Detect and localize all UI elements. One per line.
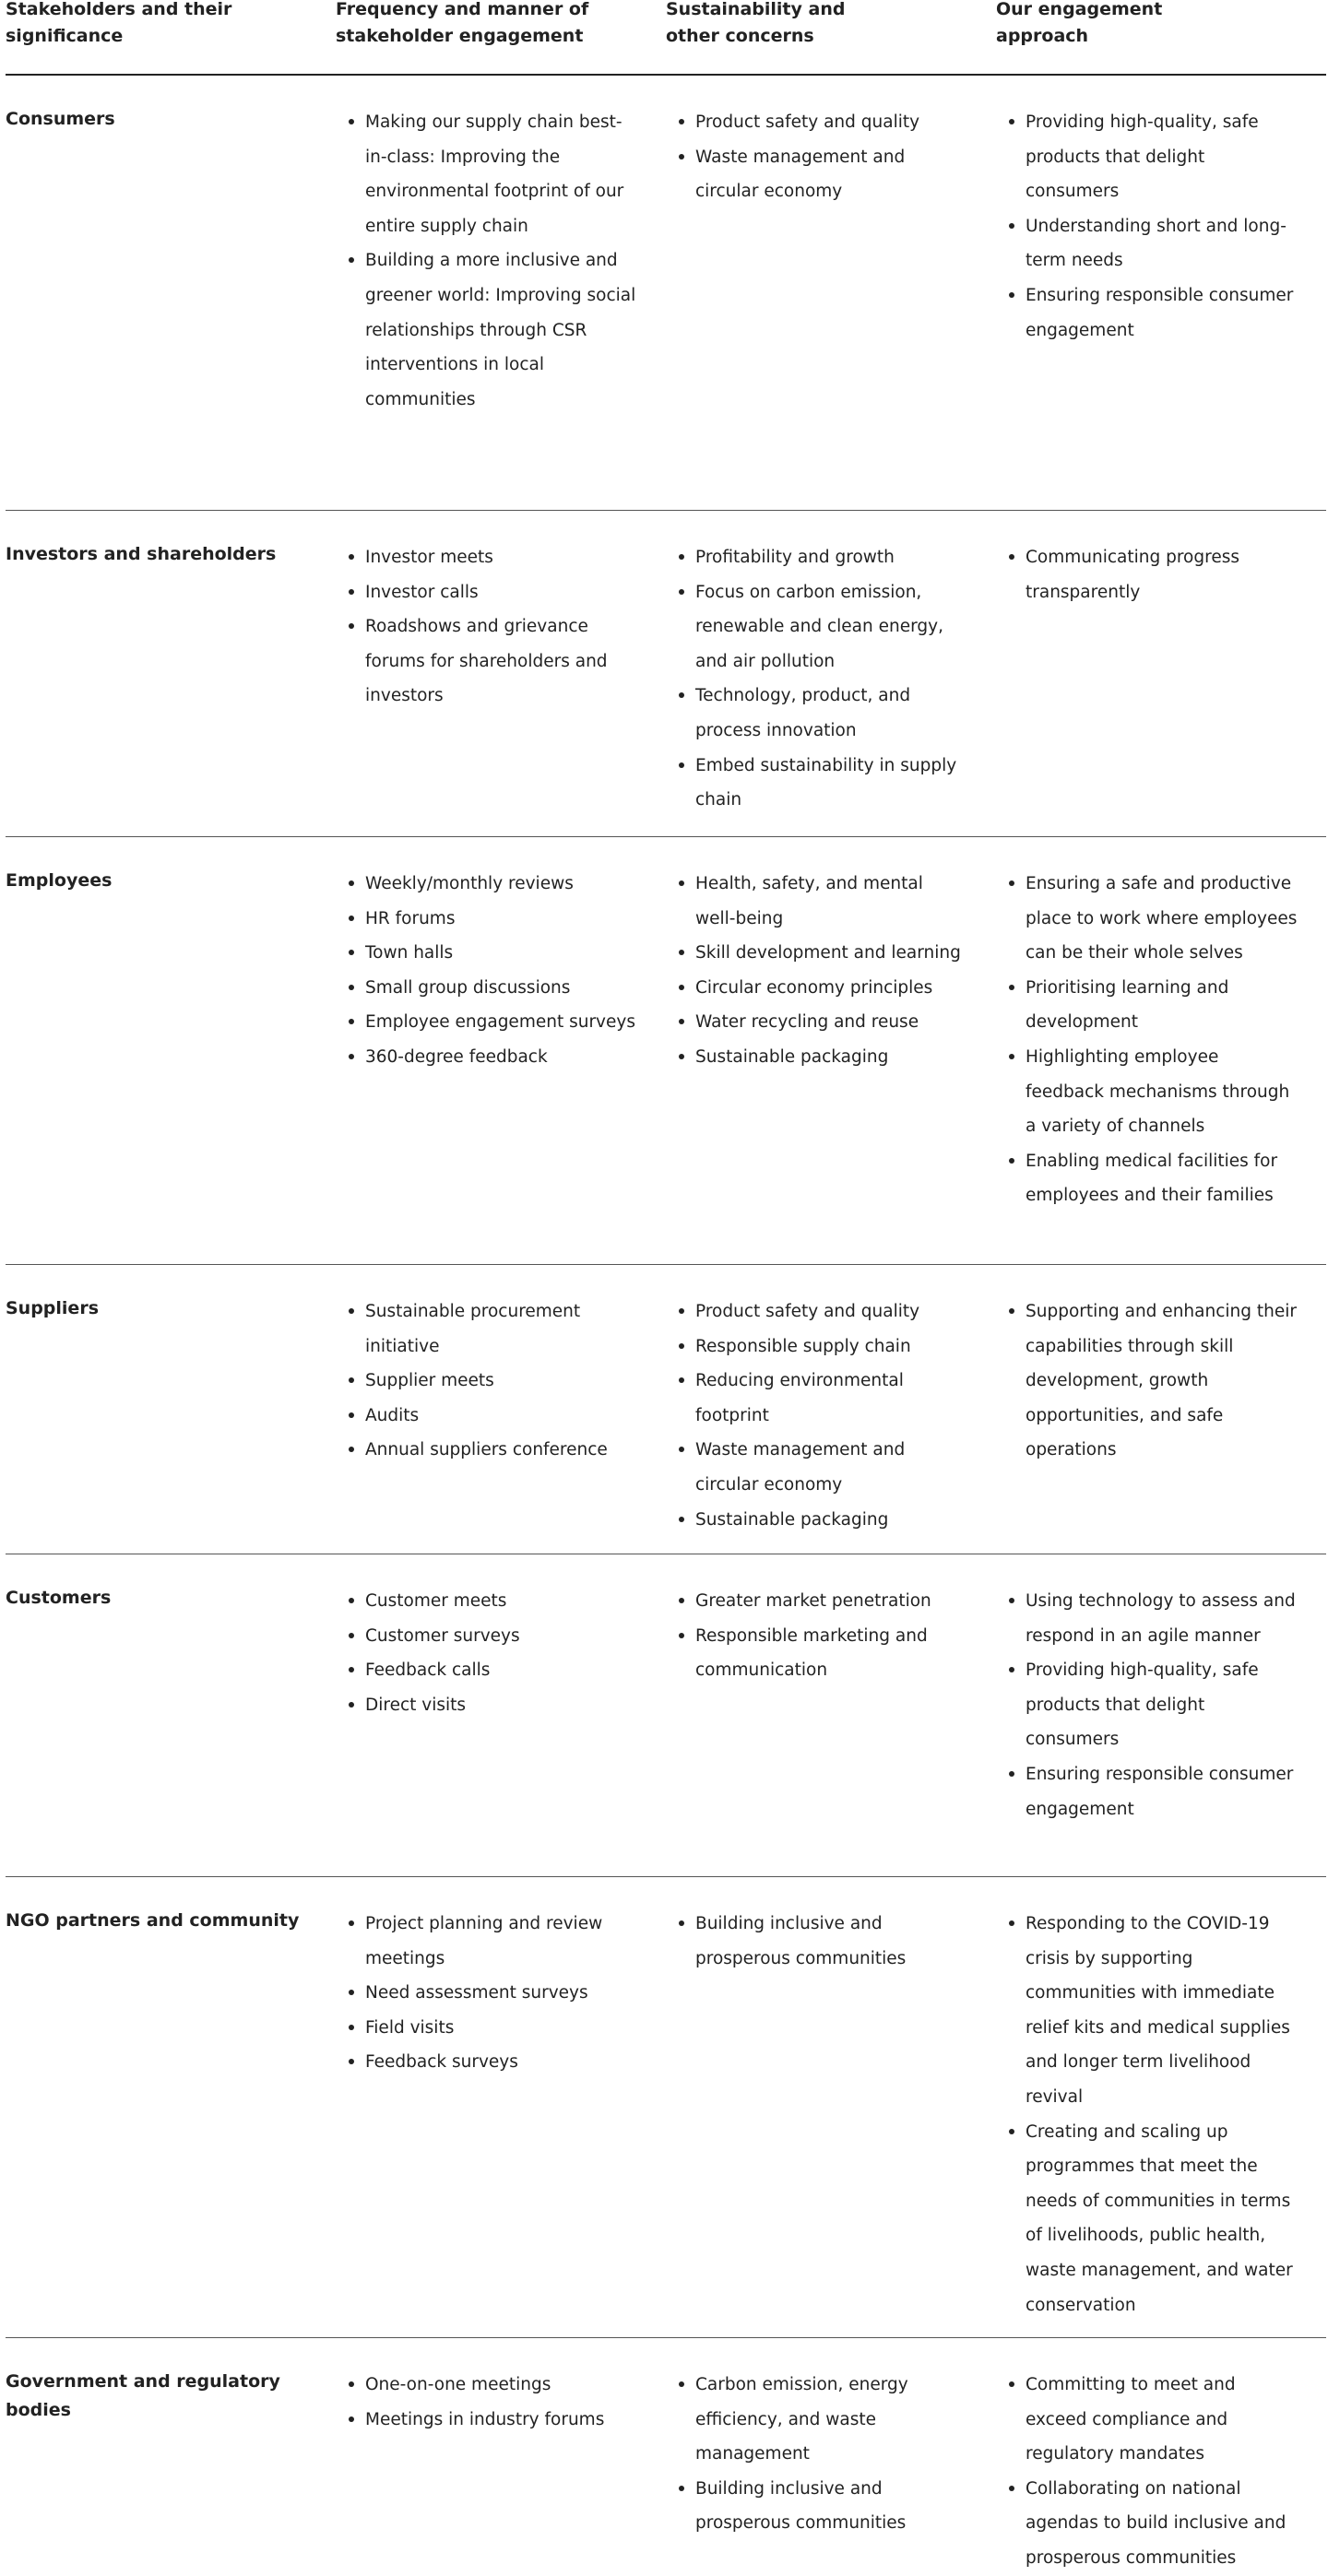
- list-item: Creating and scaling up programmes that meet the needs of communities in terms of livelihoods, public health, waste management, and water conservation: [1005, 2115, 1298, 2323]
- header-concerns: Sustainability and other concerns: [666, 0, 846, 46]
- stakeholder-name: Customers: [6, 1588, 112, 1608]
- engagement-list: [336, 1294, 666, 1468]
- engagement-list-cell: [336, 105, 666, 491]
- list-item: Investor calls: [345, 575, 638, 610]
- header-frequency: Frequency and manner of stakeholder engagement: [336, 0, 589, 46]
- approach-list: [996, 105, 1326, 348]
- approach-list-cell: [996, 540, 1326, 818]
- list-item: Prioritising learning and development: [1005, 971, 1298, 1040]
- list-item: Circular economy principles: [675, 971, 968, 1006]
- list-item: Audits: [345, 1399, 638, 1434]
- approach-list: [996, 867, 1326, 1213]
- list-item: Health, safety, and mental well-being: [675, 867, 968, 936]
- concerns-list-cell: [666, 1294, 996, 1537]
- list-item: Feedback surveys: [345, 2045, 638, 2080]
- engagement-list: [336, 2368, 666, 2437]
- header-stakeholders: Stakeholders and their significance: [6, 0, 232, 46]
- list-item: Collaborating on national agendas to build inclusive and prosperous communities: [1005, 2472, 1298, 2576]
- list-item: Skill development and learning: [675, 936, 968, 971]
- list-item: Sustainable packaging: [675, 1040, 968, 1075]
- list-item: Reducing environmental footprint: [675, 1364, 968, 1433]
- table-row: [6, 837, 1326, 1265]
- approach-list: [996, 1294, 1326, 1468]
- list-item: Product safety and quality: [675, 105, 968, 140]
- approach-list-cell: [996, 1584, 1326, 1858]
- list-item: Making our supply chain best-in-class: Improving the environmental footprint of our entire supply chain: [345, 105, 638, 243]
- concerns-list-cell: [666, 105, 996, 491]
- list-item: Ensuring a safe and productive place to work where employees can be their whole selves: [1005, 867, 1298, 971]
- list-item: Small group discussions: [345, 971, 638, 1006]
- concerns-list-cell: [666, 2368, 996, 2576]
- list-item: Responsible supply chain: [675, 1329, 968, 1365]
- engagement-list-cell: [336, 2368, 666, 2576]
- concerns-list-cell: [666, 1907, 996, 2322]
- list-item: Employee engagement surveys: [345, 1005, 638, 1040]
- list-item: Focus on carbon emission, renewable and clean energy, and air pollution: [675, 575, 968, 679]
- approach-list-cell: [996, 2368, 1326, 2576]
- concerns-list: [666, 540, 996, 818]
- concerns-list-cell: [666, 867, 996, 1246]
- list-item: Highlighting employee feedback mechanisms through a variety of channels: [1005, 1040, 1298, 1144]
- stakeholder-name: Investors and shareholders: [6, 544, 277, 564]
- list-item: Understanding short and long-term needs: [1005, 209, 1298, 278]
- concerns-list: [666, 105, 996, 209]
- list-item: Providing high-quality, safe products that delight consumers: [1005, 105, 1298, 209]
- list-item: Communicating progress transparently: [1005, 540, 1298, 609]
- engagement-list: [336, 105, 666, 417]
- approach-list-cell: [996, 105, 1326, 491]
- list-item: Technology, product, and process innovation: [675, 679, 968, 748]
- concerns-list: [666, 1584, 996, 1688]
- list-item: Feedback calls: [345, 1653, 638, 1688]
- table-header-row: [6, 0, 1326, 76]
- table-row: [6, 511, 1326, 837]
- engagement-list-cell: [336, 867, 666, 1246]
- table-row: [6, 76, 1326, 511]
- list-item: Waste management and circular economy: [675, 140, 968, 209]
- table-body: [6, 76, 1326, 2569]
- engagement-list: [336, 1907, 666, 2080]
- list-item: Investor meets: [345, 540, 638, 575]
- list-item: Direct visits: [345, 1688, 638, 1723]
- table-row: [6, 1265, 1326, 1554]
- list-item: Building inclusive and prosperous communities: [675, 1907, 968, 1976]
- list-item: Sustainable procurement initiative: [345, 1294, 638, 1364]
- concerns-list: [666, 1294, 996, 1537]
- approach-list: [996, 1907, 1326, 2322]
- list-item: Project planning and review meetings: [345, 1907, 638, 1976]
- list-item: Waste management and circular economy: [675, 1433, 968, 1502]
- list-item: HR forums: [345, 902, 638, 937]
- stakeholder-name: Employees: [6, 870, 113, 891]
- approach-list: [996, 1584, 1326, 1826]
- list-item: Customer meets: [345, 1584, 638, 1619]
- list-item: Field visits: [345, 2011, 638, 2046]
- list-item: Greater market penetration: [675, 1584, 968, 1619]
- stakeholder-name: NGO partners and community: [6, 1910, 300, 1931]
- list-item: Enabling medical facilities for employees and their families: [1005, 1144, 1298, 1213]
- concerns-list-cell: [666, 1584, 996, 1858]
- list-item: Need assessment surveys: [345, 1976, 638, 2011]
- list-item: Supporting and enhancing their capabilities through skill development, growth opportunities, and safe operations: [1005, 1294, 1298, 1468]
- engagement-list-cell: [336, 540, 666, 818]
- concerns-list: [666, 867, 996, 1075]
- list-item: Carbon emission, energy efficiency, and waste management: [675, 2368, 968, 2472]
- engagement-list-cell: [336, 1584, 666, 1858]
- list-item: Product safety and quality: [675, 1294, 968, 1329]
- concerns-list: [666, 1907, 996, 1976]
- list-item: Building inclusive and prosperous communities: [675, 2472, 968, 2541]
- list-item: Responsible marketing and communication: [675, 1619, 968, 1688]
- list-item: Roadshows and grievance forums for shareholders and investors: [345, 609, 638, 714]
- list-item: Meetings in industry forums: [345, 2403, 638, 2438]
- engagement-list: [336, 540, 666, 714]
- list-item: Building a more inclusive and greener world: Improving social relationships through CSR interventions in local communities: [345, 243, 638, 417]
- approach-list: [996, 2368, 1326, 2576]
- engagement-list-cell: [336, 1907, 666, 2322]
- approach-list: [996, 540, 1326, 609]
- table-row: [6, 1554, 1326, 1877]
- list-item: Using technology to assess and respond in an agile manner: [1005, 1584, 1298, 1653]
- list-item: Embed sustainability in supply chain: [675, 749, 968, 818]
- stakeholder-name: Consumers: [6, 109, 115, 129]
- approach-list-cell: [996, 867, 1326, 1246]
- list-item: Ensuring responsible consumer engagement: [1005, 278, 1298, 348]
- list-item: 360-degree feedback: [345, 1040, 638, 1075]
- list-item: Committing to meet and exceed compliance and regulatory mandates: [1005, 2368, 1298, 2472]
- list-item: Weekly/monthly reviews: [345, 867, 638, 902]
- stakeholder-name: Government and regulatory bodies: [6, 2371, 280, 2420]
- list-item: Town halls: [345, 936, 638, 971]
- stakeholder-name: Suppliers: [6, 1298, 100, 1318]
- list-item: One-on-one meetings: [345, 2368, 638, 2403]
- list-item: Water recycling and reuse: [675, 1005, 968, 1040]
- stakeholder-engagement-table: [6, 0, 1326, 2569]
- list-item: Profitability and growth: [675, 540, 968, 575]
- table-row: [6, 1877, 1326, 2338]
- list-item: Ensuring responsible consumer engagement: [1005, 1757, 1298, 1826]
- header-approach: Our engagement approach: [996, 0, 1163, 46]
- engagement-list: [336, 1584, 666, 1722]
- engagement-list-cell: [336, 1294, 666, 1537]
- list-item: Providing high-quality, safe products that delight consumers: [1005, 1653, 1298, 1757]
- approach-list-cell: [996, 1294, 1326, 1537]
- list-item: Responding to the COVID-19 crisis by supporting communities with immediate relief kits and medical supplies and longer term livelihood revival: [1005, 1907, 1298, 2115]
- list-item: Supplier meets: [345, 1364, 638, 1399]
- table-row: [6, 2338, 1326, 2569]
- list-item: Annual suppliers conference: [345, 1433, 638, 1468]
- approach-list-cell: [996, 1907, 1326, 2322]
- concerns-list: [666, 2368, 996, 2541]
- engagement-list: [336, 867, 666, 1075]
- list-item: Customer surveys: [345, 1619, 638, 1654]
- list-item: Sustainable packaging: [675, 1503, 968, 1538]
- concerns-list-cell: [666, 540, 996, 818]
